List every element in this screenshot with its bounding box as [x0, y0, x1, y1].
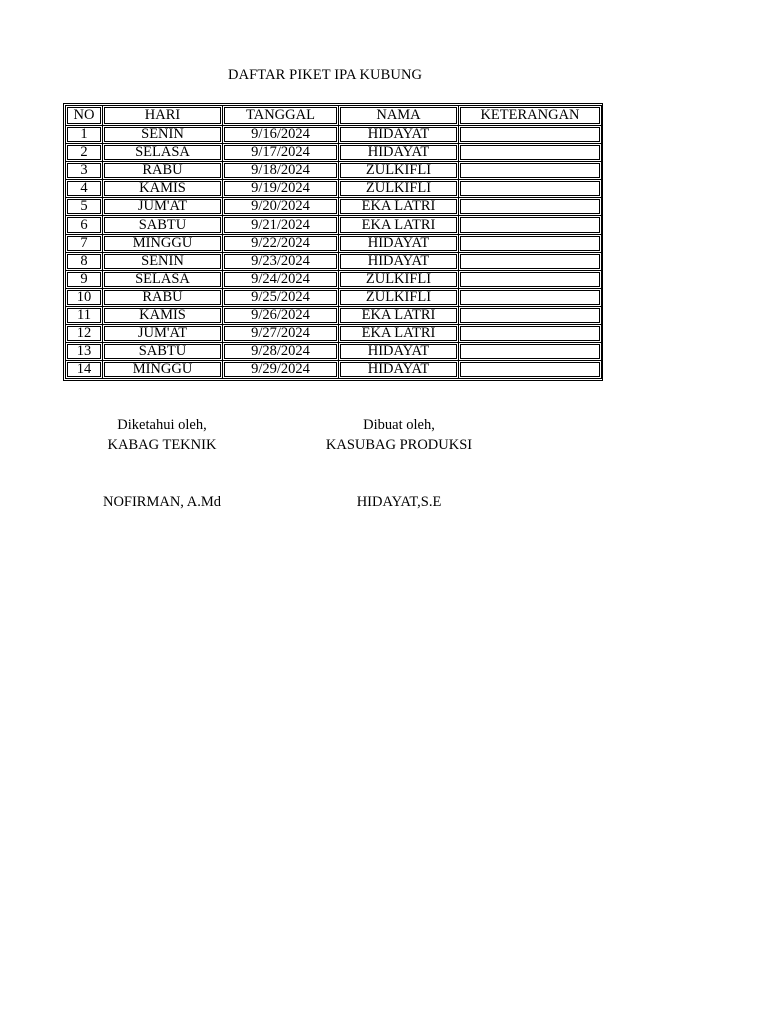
cell-tanggal: 9/22/2024 — [223, 234, 339, 252]
cell-hari: SENIN — [103, 252, 223, 270]
cell-hari: JUM'AT — [103, 198, 223, 216]
cell-no: 7 — [66, 234, 103, 252]
cell-keterangan — [459, 144, 602, 162]
cell-keterangan — [459, 306, 602, 324]
cell-tanggal: 9/29/2024 — [223, 361, 339, 379]
cell-hari: KAMIS — [103, 180, 223, 198]
cell-keterangan — [459, 343, 602, 361]
creator-block — [299, 415, 499, 455]
table-row — [66, 325, 602, 343]
header-hari: HARI — [103, 106, 223, 126]
cell-nama: HIDAYAT — [339, 234, 459, 252]
cell-no: 3 — [66, 162, 103, 180]
table-header-row — [66, 106, 602, 126]
cell-nama: EKA LATRI — [339, 216, 459, 234]
cell-hari: RABU — [103, 288, 223, 306]
cell-keterangan — [459, 270, 602, 288]
cell-keterangan — [459, 198, 602, 216]
approver-block — [62, 415, 262, 455]
cell-nama: ZULKIFLI — [339, 270, 459, 288]
cell-hari: JUM'AT — [103, 325, 223, 343]
header-tanggal: TANGGAL — [223, 106, 339, 126]
cell-no: 11 — [66, 306, 103, 324]
creator-title: KASUBAG PRODUKSI — [325, 437, 473, 453]
cell-hari: SABTU — [103, 343, 223, 361]
table-body — [66, 126, 602, 379]
cell-nama: EKA LATRI — [339, 198, 459, 216]
cell-nama: EKA LATRI — [339, 306, 459, 324]
creator-name: HIDAYAT,S.E — [356, 494, 442, 510]
table-row — [66, 198, 602, 216]
cell-nama: ZULKIFLI — [339, 180, 459, 198]
cell-hari: SABTU — [103, 216, 223, 234]
cell-hari: MINGGU — [103, 234, 223, 252]
cell-no: 9 — [66, 270, 103, 288]
cell-keterangan — [459, 252, 602, 270]
cell-no: 8 — [66, 252, 103, 270]
cell-tanggal: 9/21/2024 — [223, 216, 339, 234]
cell-no: 5 — [66, 198, 103, 216]
cell-nama: HIDAYAT — [339, 252, 459, 270]
table-row — [66, 343, 602, 361]
cell-tanggal: 9/25/2024 — [223, 288, 339, 306]
approver-title: KABAG TEKNIK — [107, 437, 217, 453]
cell-nama: EKA LATRI — [339, 325, 459, 343]
table-row — [66, 144, 602, 162]
cell-hari: MINGGU — [103, 361, 223, 379]
cell-tanggal: 9/26/2024 — [223, 306, 339, 324]
table-row — [66, 216, 602, 234]
cell-no: 4 — [66, 180, 103, 198]
cell-nama: ZULKIFLI — [339, 162, 459, 180]
cell-keterangan — [459, 216, 602, 234]
cell-tanggal: 9/24/2024 — [223, 270, 339, 288]
cell-tanggal: 9/19/2024 — [223, 180, 339, 198]
cell-no: 10 — [66, 288, 103, 306]
cell-nama: HIDAYAT — [339, 126, 459, 144]
document-title: DAFTAR PIKET IPA KUBUNG — [228, 67, 423, 83]
cell-hari: SELASA — [103, 144, 223, 162]
cell-keterangan — [459, 180, 602, 198]
cell-no: 14 — [66, 361, 103, 379]
cell-tanggal: 9/17/2024 — [223, 144, 339, 162]
cell-tanggal: 9/27/2024 — [223, 325, 339, 343]
cell-no: 1 — [66, 126, 103, 144]
cell-keterangan — [459, 162, 602, 180]
cell-tanggal: 9/16/2024 — [223, 126, 339, 144]
cell-no: 2 — [66, 144, 103, 162]
cell-keterangan — [459, 361, 602, 379]
cell-nama: ZULKIFLI — [339, 288, 459, 306]
table-row — [66, 361, 602, 379]
table-row — [66, 288, 602, 306]
cell-nama: HIDAYAT — [339, 343, 459, 361]
approver-name: NOFIRMAN, A.Md — [102, 494, 222, 510]
cell-hari: SENIN — [103, 126, 223, 144]
cell-keterangan — [459, 288, 602, 306]
table-row — [66, 252, 602, 270]
header-no: NO — [66, 106, 103, 126]
table-row — [66, 270, 602, 288]
approver-caption: Diketahui oleh, — [117, 417, 207, 433]
table-row — [66, 126, 602, 144]
header-keterangan: KETERANGAN — [459, 106, 602, 126]
table-row — [66, 162, 602, 180]
cell-tanggal: 9/18/2024 — [223, 162, 339, 180]
cell-keterangan — [459, 126, 602, 144]
cell-no: 12 — [66, 325, 103, 343]
header-nama: NAMA — [339, 106, 459, 126]
cell-nama: HIDAYAT — [339, 361, 459, 379]
duty-roster-table — [63, 103, 603, 381]
table-row — [66, 306, 602, 324]
table-row — [66, 234, 602, 252]
cell-tanggal: 9/28/2024 — [223, 343, 339, 361]
cell-hari: RABU — [103, 162, 223, 180]
cell-nama: HIDAYAT — [339, 144, 459, 162]
cell-hari: SELASA — [103, 270, 223, 288]
cell-hari: KAMIS — [103, 306, 223, 324]
cell-tanggal: 9/20/2024 — [223, 198, 339, 216]
cell-no: 6 — [66, 216, 103, 234]
cell-keterangan — [459, 325, 602, 343]
cell-no: 13 — [66, 343, 103, 361]
cell-tanggal: 9/23/2024 — [223, 252, 339, 270]
cell-keterangan — [459, 234, 602, 252]
table-row — [66, 180, 602, 198]
creator-caption: Dibuat oleh, — [363, 417, 435, 433]
